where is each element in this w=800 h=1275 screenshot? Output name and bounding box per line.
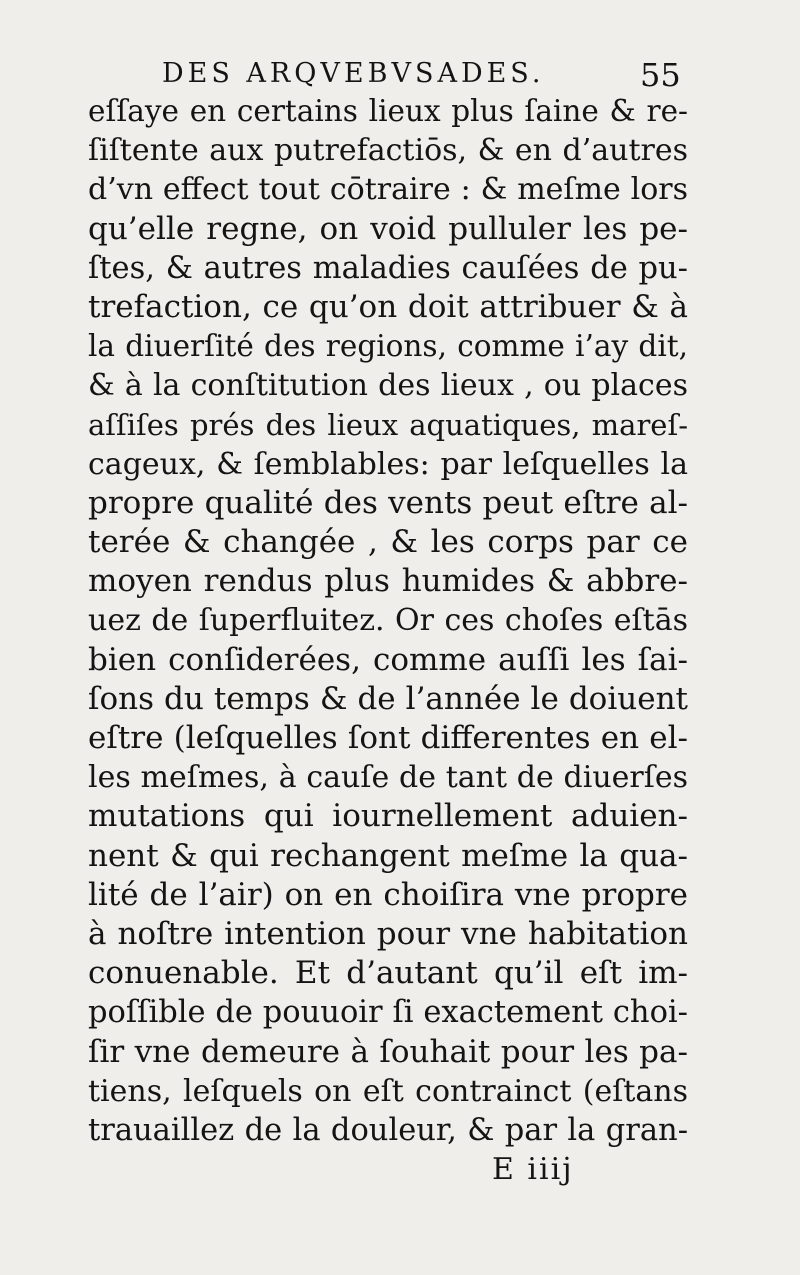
- text-line: terée & changée , & les corps par ce: [88, 524, 688, 561]
- text-line: ſtes, & autres maladies cauſées de pu-: [88, 250, 688, 286]
- page-number: 55: [640, 56, 681, 94]
- text-line: les meſmes, à cauſe de tant de diuerſes: [88, 760, 688, 796]
- text-line: trauaillez de la douleur, & par la gran-: [88, 1112, 688, 1148]
- text-line: conuenable. Et d’autant qu’il eſt im-: [88, 955, 688, 992]
- text-line: eſſaye en certains lieux plus ſaine & re-: [88, 94, 688, 128]
- text-line: à noſtre intention pour vne habitation: [88, 915, 688, 952]
- page-header: [0, 56, 800, 96]
- text-line: trefaction, ce qu’on doit attribuer & à: [88, 288, 688, 325]
- text-line: cageux, & ſemblables: par leſquelles la: [88, 446, 688, 482]
- text-line: & à la conſtitution des lieux , ou places: [88, 368, 688, 404]
- text-line: ſiſtente aux putrefactiōs, & en d’autres: [88, 133, 688, 169]
- text-line: lité de l’air) on en choiſira vne propre: [88, 876, 688, 913]
- text-line: la diuerſité des regions, comme i’ay dit,: [88, 329, 688, 364]
- text-line: poſſible de pouuoir ſi exactement choi-: [88, 995, 688, 1031]
- text-line: moyen rendus plus humides & abbre-: [88, 563, 688, 600]
- text-line: ſir vne demeure à ſouhait pour les pa-: [88, 1033, 688, 1070]
- text-line: tiens, leſquels on eſt contrainct (eſtans: [88, 1073, 688, 1109]
- body-text: [88, 92, 688, 1150]
- text-line: uez de ſuperfluitez. Or ces choſes eſtās: [88, 603, 688, 639]
- text-line: mutations qui iournellement aduien-: [88, 798, 688, 835]
- running-title: DES ARQVEBVSADES.: [162, 58, 545, 89]
- text-line: aſſiſes prés des lieux aquatiques, mareſ-: [88, 407, 688, 442]
- text-line: ſons du temps & de l’année le doiuent: [88, 680, 688, 717]
- text-line: qu’elle regne, on void pulluler les pe-: [88, 210, 688, 247]
- text-line: propre qualité des vents peut eſtre al-: [88, 484, 688, 521]
- text-line: nent & qui rechangent meſme la qua-: [88, 837, 688, 874]
- text-line: eſtre (leſquelles ſont differentes en el-: [88, 720, 688, 756]
- text-line: bien conſiderées, comme auſſi les ſai-: [88, 641, 688, 678]
- signature-mark: E iiij: [492, 1152, 574, 1187]
- text-line: d’vn effect tout cōtraire : & meſme lors: [88, 172, 688, 208]
